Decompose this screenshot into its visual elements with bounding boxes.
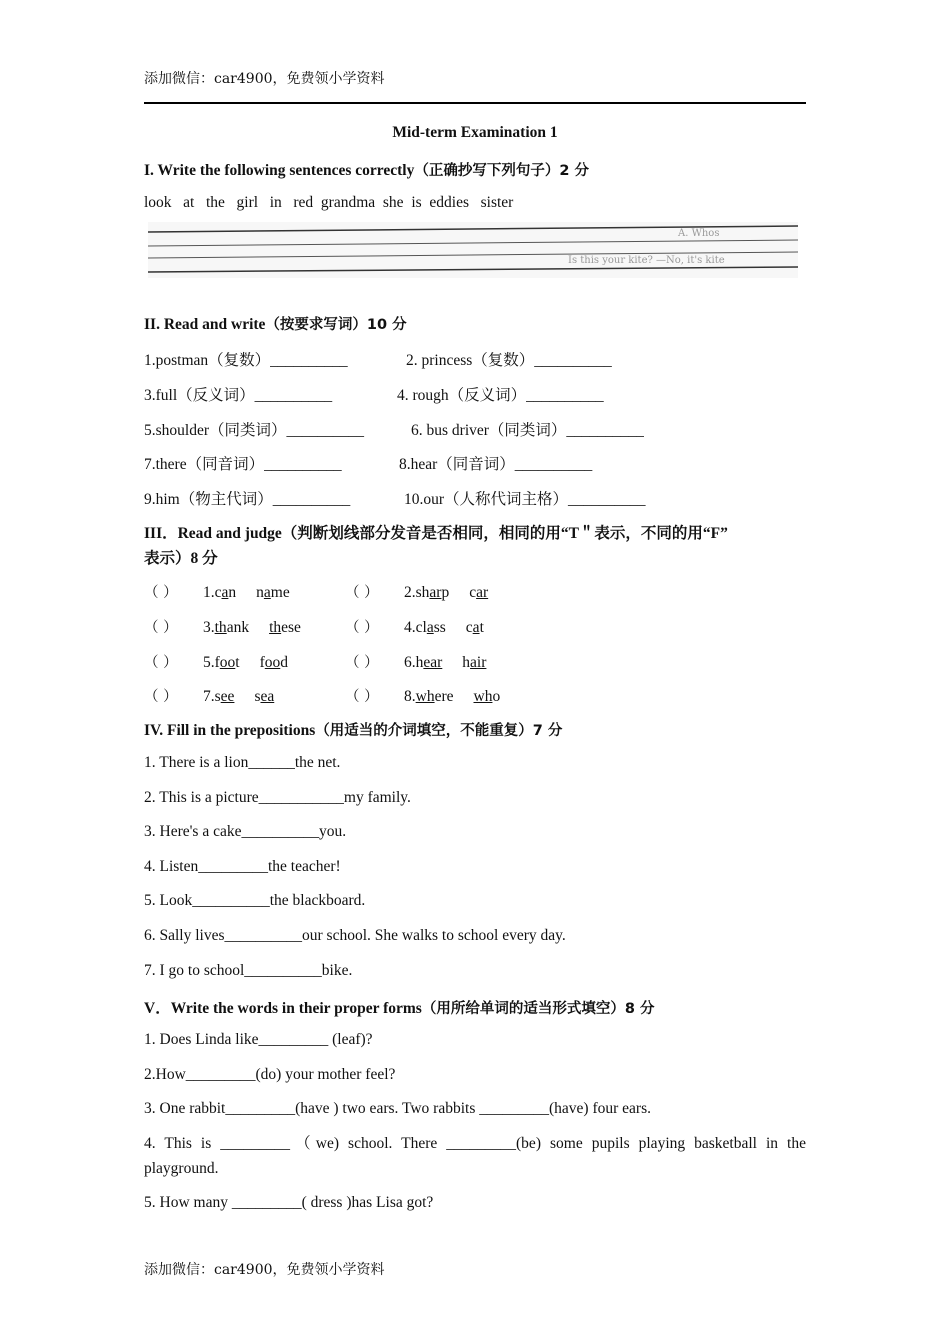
s1-sentence: look at the girl in red grandma she is eddies sister [144, 194, 514, 211]
answer-blank[interactable]: （ ） [144, 620, 178, 636]
underlined-sound: th [269, 619, 282, 636]
s2-item-4: 4. rough（反义词）__________ [397, 387, 604, 404]
answer-blank[interactable]: （ ） [144, 689, 178, 705]
underlined-sound: ar [476, 584, 489, 601]
underlined-sound: ear [423, 654, 443, 671]
s4-line-7: 7. I go to school__________bike. [144, 962, 353, 979]
underlined-sound: oo [219, 654, 236, 671]
s2-item-2: 2. princess（复数）__________ [406, 352, 612, 369]
s5-line-5: 5. How many _________( dress )has Lisa got? [144, 1194, 434, 1211]
underlined-sound: a [221, 584, 229, 601]
s2-item-5: 5.shoulder（同类词）__________ [144, 422, 365, 439]
section-3-heading-line1: III．Read and judge（判断划线部分发音是否相同，相同的用“T＂表示，不同的用“F” [144, 525, 728, 542]
section-4-heading: IV. Fill in the prepositions（用适当的介词填空，不能重复）7 分 [144, 722, 563, 739]
item-number: 5. [203, 654, 215, 671]
section-2-heading: II. Read and write（按要求写词）10 分 [144, 316, 407, 333]
s2-item-9: 9.him（物主代词）__________ [144, 491, 351, 508]
s4-line-1: 1. There is a lion______the net. [144, 754, 341, 771]
s5-line-4: 4. This is _________（we) school. There _________(be) some pupils playing basketball in the playground. [144, 1135, 806, 1177]
judge-item [345, 651, 486, 672]
underlined-sound: wh [415, 688, 435, 705]
judge-word: cat [465, 619, 484, 636]
item-number: 1. [203, 584, 215, 601]
s5-line-1: 1. Does Linda like_________ (leaf)? [144, 1031, 373, 1048]
header-divider [144, 102, 806, 104]
scan-faint-text-1: A. Whos [678, 228, 720, 239]
s2-item-8: 8.hear（同音词）__________ [399, 456, 593, 473]
answer-blank[interactable]: （ ） [345, 689, 379, 705]
judge-word: name [256, 584, 290, 601]
s4-line-6: 6. Sally lives__________our school. She walks to school every day. [144, 927, 566, 944]
item-number: 4. [404, 619, 416, 636]
judge-word: where [415, 688, 454, 705]
answer-blank[interactable]: （ ） [345, 655, 379, 671]
s4-line-5: 5. Look__________the blackboard. [144, 892, 366, 909]
judge-word: class [415, 619, 446, 636]
s4-line-2: 2. This is a picture___________my family. [144, 789, 411, 806]
judge-word: hair [462, 654, 487, 671]
s2-item-6: 6. bus driver（同类词）__________ [411, 422, 644, 439]
page-title: Mid-term Examination 1 [392, 124, 558, 141]
section-1-heading: I. Write the following sentences correctly（正确抄写下列句子）2 分 [144, 162, 589, 179]
s4-line-4: 4. Listen_________the teacher! [144, 858, 341, 875]
s2-item-1: 1.postman（复数）__________ [144, 352, 348, 369]
s5-line-2: 2.How_________(do) your mother feel? [144, 1066, 396, 1083]
underlined-sound: ee [220, 688, 235, 705]
underlined-sound: a [472, 619, 480, 636]
page-header: 添加微信：car4900，免费领小学资料 [144, 71, 385, 87]
underlined-sound: air [470, 654, 487, 671]
answer-blank[interactable]: （ ） [345, 585, 379, 601]
page-footer: 添加微信：car4900，免费领小学资料 [144, 1262, 385, 1278]
answer-blank[interactable]: （ ） [144, 655, 178, 671]
judge-word: thank [214, 619, 250, 636]
item-number: 6. [404, 654, 416, 671]
item-number: 7. [203, 688, 215, 705]
judge-item [345, 685, 500, 706]
item-number: 8. [404, 688, 416, 705]
judge-word: hear [415, 654, 443, 671]
item-number: 2. [404, 584, 416, 601]
s2-item-3: 3.full（反义词）__________ [144, 387, 333, 404]
judge-item [144, 616, 301, 637]
scan-faint-text-2: Is this your kite? —No, it's kite [568, 255, 725, 266]
judge-word: car [469, 584, 489, 601]
s2-item-7: 7.there（同音词）__________ [144, 456, 342, 473]
judge-word: who [473, 688, 501, 705]
s5-line-3: 3. One rabbit_________(have ) two ears. Two rabbits _________(have) four ears. [144, 1100, 651, 1117]
judge-word: see [214, 688, 235, 705]
underlined-sound: ea [260, 688, 275, 705]
section-5-heading: V．Write the words in their proper forms（用所给单词的适当形式填空）8 分 [144, 1000, 655, 1017]
judge-word: sea [254, 688, 275, 705]
answer-blank[interactable]: （ ） [345, 620, 379, 636]
judge-word: can [214, 584, 237, 601]
judge-item [144, 581, 290, 602]
judge-item [144, 685, 274, 706]
answer-blank[interactable]: （ ） [144, 585, 178, 601]
underlined-sound: a [263, 584, 271, 601]
handwriting-lines-image [148, 222, 798, 278]
underlined-sound: wh [473, 688, 493, 705]
underlined-sound: a [426, 619, 434, 636]
judge-word: these [269, 619, 301, 636]
judge-item [345, 581, 488, 602]
underlined-sound: oo [264, 654, 281, 671]
s4-line-3: 3. Here's a cake__________you. [144, 823, 347, 840]
underlined-sound: ar [429, 584, 442, 601]
judge-word: foot [214, 654, 240, 671]
judge-item [345, 616, 484, 637]
item-number: 3. [203, 619, 215, 636]
underlined-sound: th [214, 619, 227, 636]
judge-word: food [259, 654, 289, 671]
judge-word: sharp [415, 584, 450, 601]
judge-item [144, 651, 288, 672]
s2-item-10: 10.our（人称代词主格）__________ [404, 491, 646, 508]
section-3-heading-line2: 表示）8 分 [144, 550, 218, 567]
